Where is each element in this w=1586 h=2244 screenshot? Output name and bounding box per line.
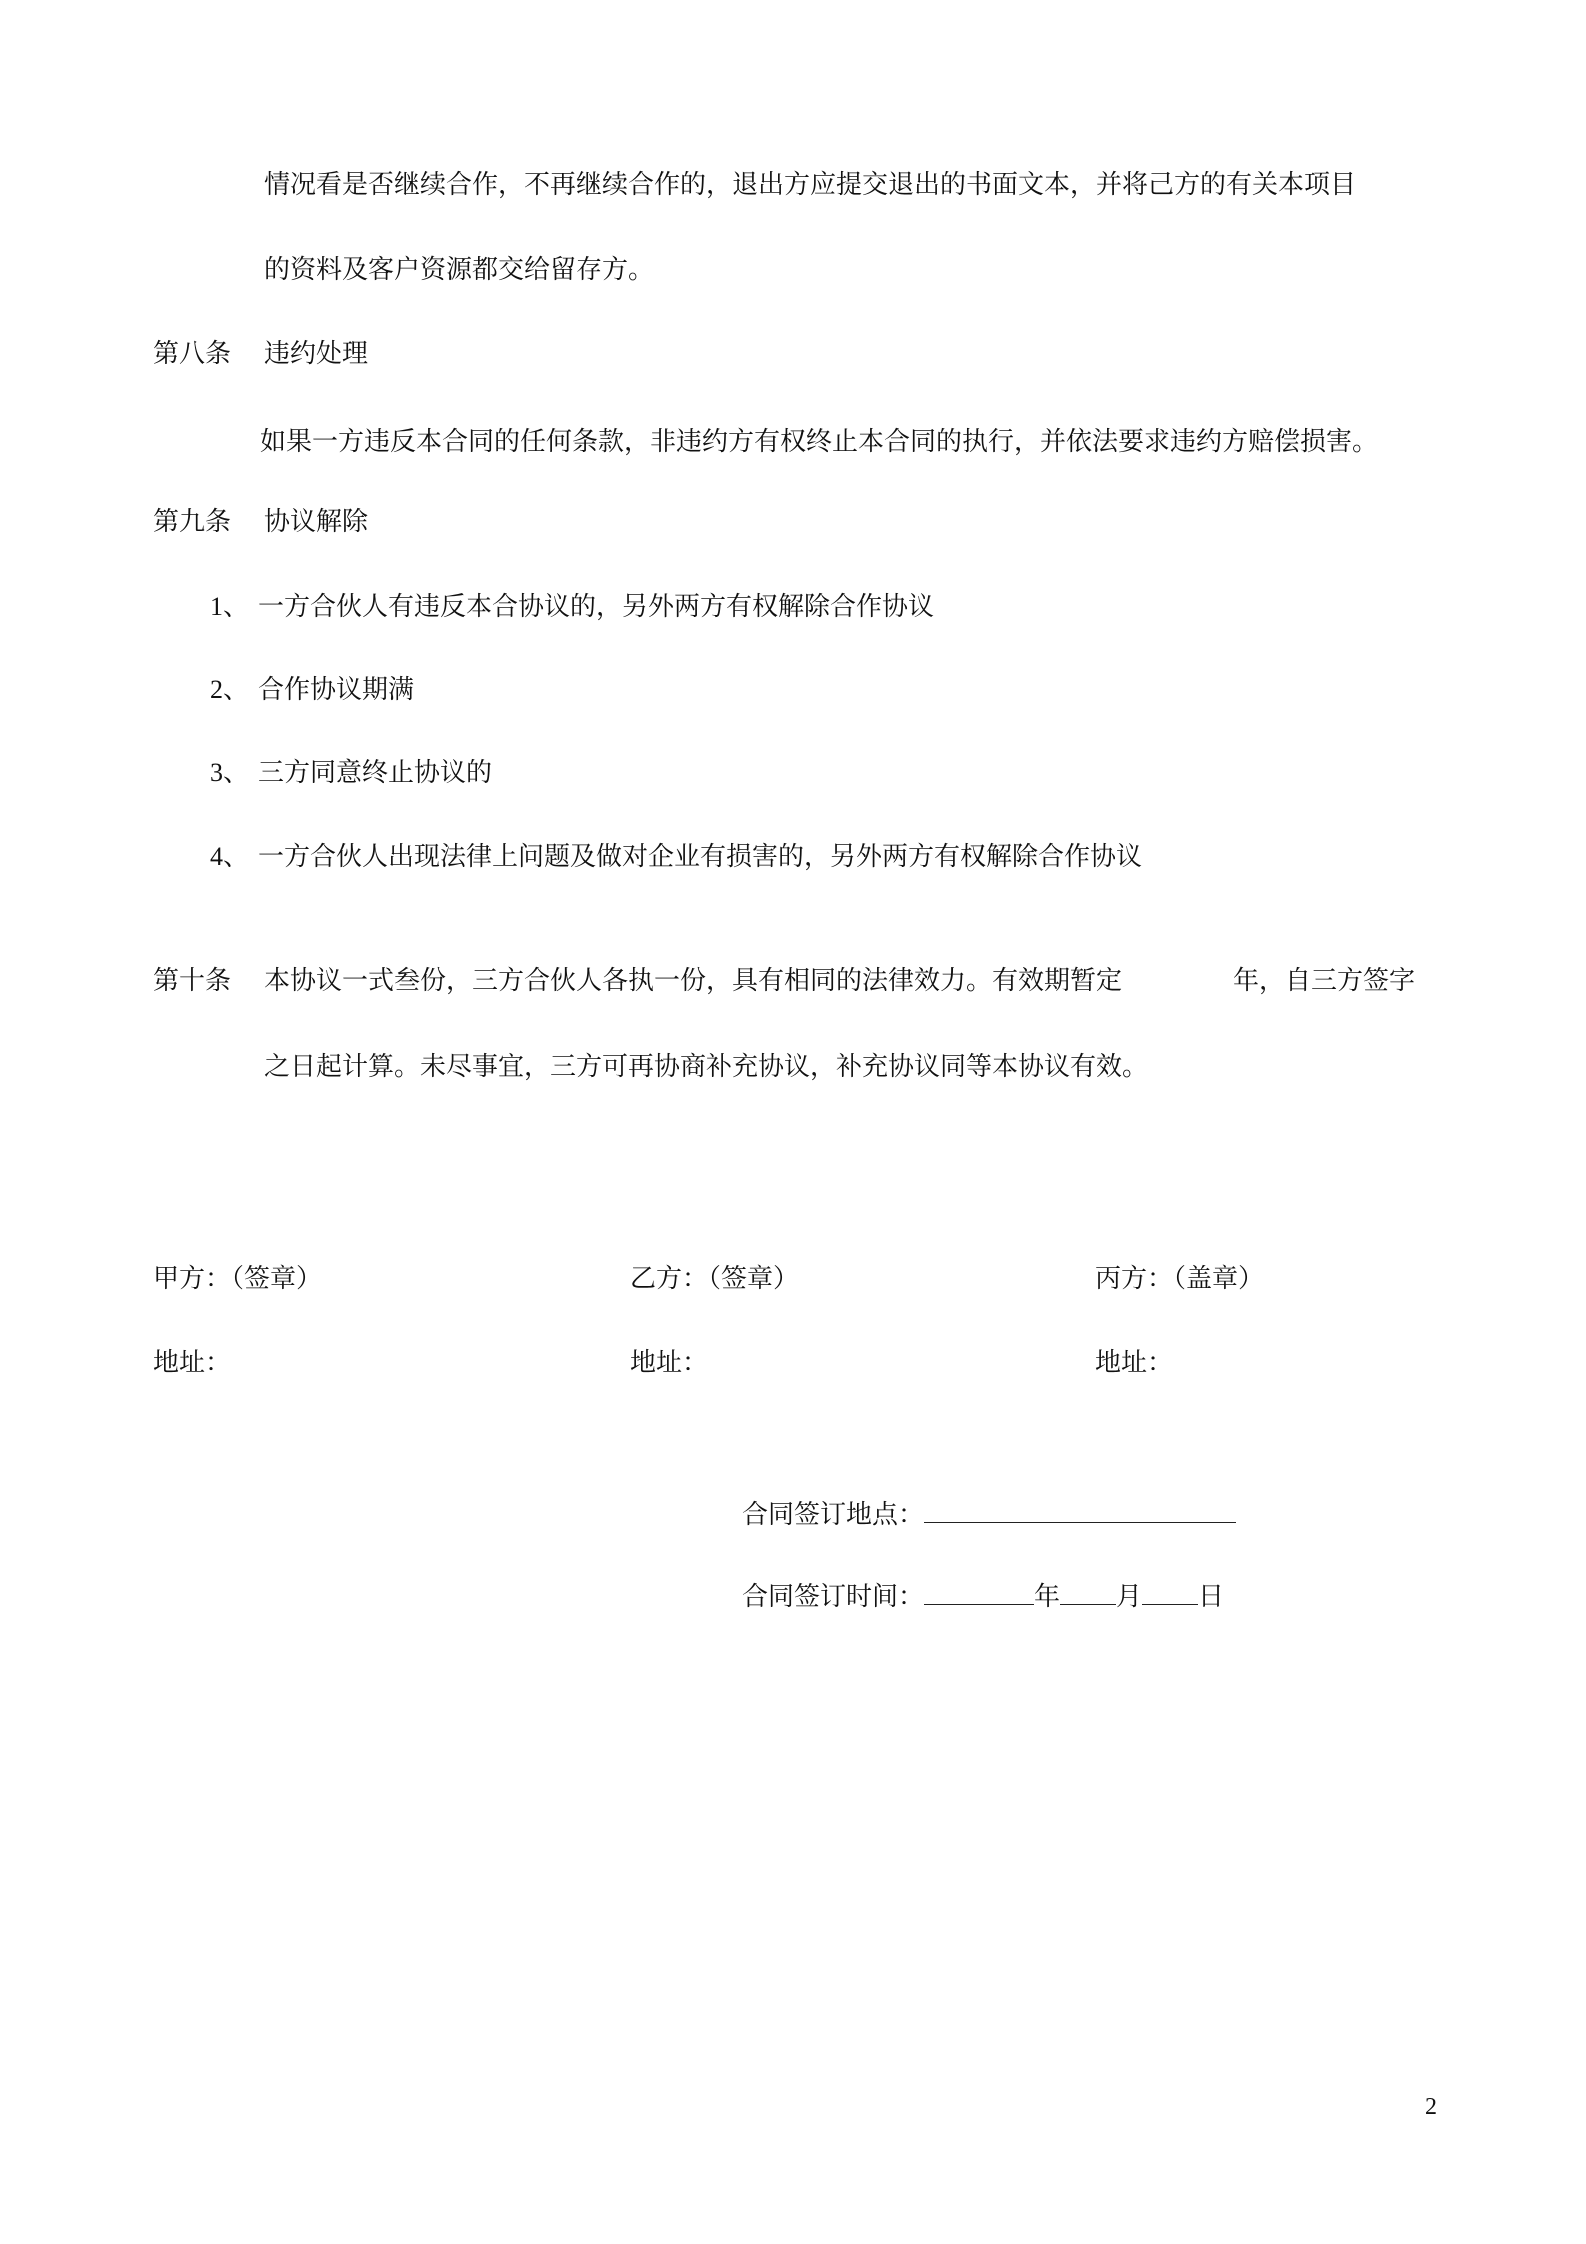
signing-time-row	[742, 1578, 1224, 1614]
article8-title: 违约处理	[264, 339, 369, 369]
party-a-signature: 甲方：（签章）	[153, 1264, 323, 1294]
signing-place-row	[742, 1496, 1236, 1532]
article7-line1: 情况看是否继续合作，不再继续合作的，退出方应提交退出的书面文本，并将己方的有关本项目	[264, 170, 1357, 200]
article8-body: 如果一方违反本合同的任何条款，非违约方有权终止本合同的执行，并依法要求违约方赔偿损害。	[260, 427, 1379, 457]
signing-place-label: 合同签订地点：	[742, 1500, 925, 1530]
signing-year-blank	[924, 1578, 1034, 1605]
article10-label: 第十条	[153, 966, 232, 996]
party-c-address: 地址：	[1095, 1348, 1174, 1378]
signing-year-label: 年	[1034, 1582, 1061, 1612]
article9-title: 协议解除	[264, 507, 369, 537]
article9-item-number: 1、	[210, 592, 250, 621]
party-b-address: 地址：	[630, 1348, 709, 1378]
article10-line2: 之日起计算。未尽事宜，三方可再协商补充协议，补充协议同等本协议有效。	[264, 1052, 1149, 1082]
article10-line1b: 年，自三方签字	[1233, 966, 1416, 996]
signing-month-label: 月	[1116, 1582, 1143, 1612]
signing-day-blank	[1142, 1578, 1198, 1605]
article9-label: 第九条	[153, 507, 232, 537]
article9-item-text: 三方同意终止协议的	[258, 758, 493, 788]
signing-time-label: 合同签订时间：	[742, 1582, 925, 1612]
page-number: 2	[1425, 2094, 1437, 2120]
article7-line2: 的资料及客户资源都交给留存方。	[264, 255, 655, 285]
article9-item-text: 一方合伙人出现法律上问题及做对企业有损害的，另外两方有权解除合作协议	[258, 842, 1143, 872]
signing-day-label: 日	[1198, 1582, 1225, 1612]
article10-line1a: 本协议一式叁份，三方合伙人各执一份，具有相同的法律效力。有效期暂定	[264, 966, 1123, 996]
article8-label: 第八条	[153, 339, 232, 369]
article9-item-number: 4、	[210, 842, 250, 871]
article9-item-text: 合作协议期满	[258, 675, 415, 705]
article9-item-number: 3、	[210, 758, 250, 787]
party-c-signature: 丙方：（盖章）	[1095, 1264, 1265, 1294]
signing-month-blank	[1060, 1578, 1116, 1605]
signing-place-blank	[924, 1496, 1236, 1523]
article9-item-number: 2、	[210, 675, 250, 704]
party-a-address: 地址：	[153, 1348, 232, 1378]
article9-item-text: 一方合伙人有违反本合协议的，另外两方有权解除合作协议	[258, 592, 935, 622]
party-b-signature: 乙方：（签章）	[630, 1264, 800, 1294]
